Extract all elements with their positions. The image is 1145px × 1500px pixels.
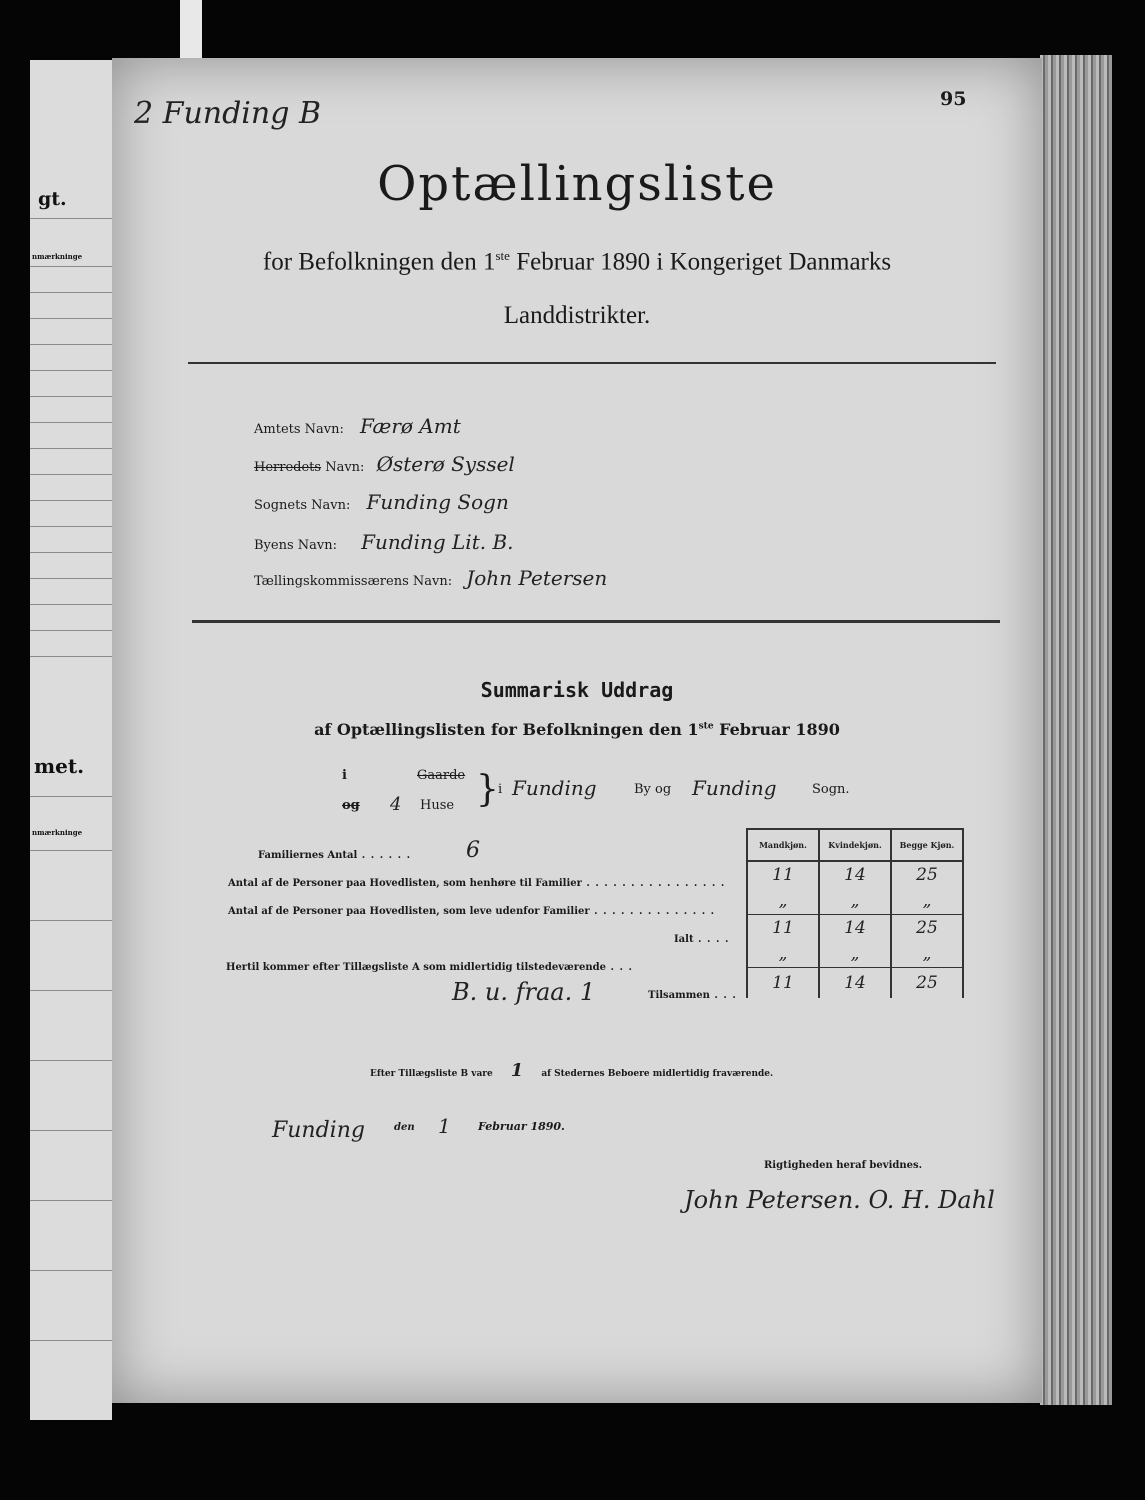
- huse-label: Huse: [420, 798, 455, 813]
- census-page: [112, 58, 1042, 1403]
- brace: }: [476, 769, 499, 810]
- field-sogn: Sognets Navn: Funding Sogn: [254, 490, 509, 514]
- i-by-label: i: [498, 782, 503, 797]
- huse-count: 4: [390, 794, 402, 815]
- sogn-label: Sogn.: [812, 782, 850, 797]
- page-edges: [1040, 55, 1112, 1405]
- day-value: 1: [438, 1114, 451, 1138]
- left-fragment-text-mid: met.: [34, 754, 85, 778]
- divider: [188, 362, 996, 364]
- row-label: Hertil kommer efter Tillægsliste A som midlertidig tilstedeværende . . .: [226, 962, 633, 973]
- paper-tab: [180, 0, 202, 62]
- subtitle-line-1: for Befolkningen den 1ste Februar 1890 i Kongeriget Danmarks: [262, 248, 892, 276]
- subtitle-line-2: Landdistrikter.: [503, 302, 651, 329]
- left-fragment-small-mid: nmærkninge: [32, 828, 83, 837]
- field-by: Byens Navn: Funding Lit. B.: [254, 530, 514, 554]
- col-begge: Begge Kjøn.: [891, 829, 963, 861]
- table-row: 11 14 25: [747, 915, 963, 942]
- summary-table: [746, 828, 964, 998]
- row-label: Antal af de Personer paa Hovedlisten, som leve udenfor Familier . . . . . . . . . . . . . .: [228, 906, 716, 917]
- by-value: Funding: [512, 776, 597, 800]
- field-herred: Herredets Navn: Østerø Syssel: [254, 452, 515, 476]
- page-title: Optællingsliste: [377, 156, 777, 212]
- sogn-value: Funding: [692, 776, 777, 800]
- signature: John Petersen. O. H. Dahl: [684, 1186, 995, 1214]
- certify-text: Rigtigheden heraf bevidnes.: [764, 1160, 923, 1171]
- left-page-fragment: [30, 60, 112, 1420]
- table-row: „ „ „: [747, 888, 963, 915]
- table-row: 11 14 25: [747, 861, 963, 888]
- gaarde-label: Gaarde: [417, 768, 466, 783]
- og-label: og: [342, 798, 360, 813]
- b-note: B. u. fraa. 1: [452, 978, 596, 1006]
- familier-label: Familiernes Antal . . . . . .: [258, 850, 412, 861]
- left-fragment-small: nmærkninge: [32, 252, 83, 261]
- left-fragment-text: gt.: [38, 188, 67, 210]
- row-label: Antal af de Personer paa Hovedlisten, som henhøre til Familier . . . . . . . . . . . . . . . .: [228, 878, 726, 889]
- row-label: Tilsammen . . .: [648, 990, 737, 1001]
- den-label: den: [394, 1122, 415, 1133]
- table-row: 11 14 25: [747, 968, 963, 999]
- col-mandkjon: Mandkjøn.: [747, 829, 819, 861]
- table-row: „ „ „: [747, 941, 963, 968]
- col-kvindekjon: Kvindekjøn.: [819, 829, 891, 861]
- table-header: [747, 829, 963, 861]
- by-label: By og: [634, 782, 672, 797]
- summary-title: Summarisk Uddrag: [480, 678, 674, 702]
- row-label: Ialt . . . .: [674, 934, 730, 945]
- divider-thick: [192, 620, 1000, 623]
- efter-line: Efter Tillægsliste B vare 1 af Stedernes Beboere midlertidig fraværende.: [370, 1060, 774, 1081]
- page-number: 95: [940, 88, 967, 110]
- field-kommissaer: Tællingskommissærens Navn: John Petersen: [254, 566, 608, 590]
- familier-value: 6: [466, 838, 480, 863]
- field-amt: Amtets Navn: Færø Amt: [254, 414, 461, 438]
- i-label: i: [342, 768, 347, 783]
- place-value: Funding: [272, 1118, 365, 1143]
- date-label: Februar 1890.: [478, 1120, 565, 1133]
- corner-note: 2 Funding B: [134, 96, 321, 131]
- summary-subtitle: af Optællingslisten for Befolkningen den 1ste Februar 1890: [314, 720, 840, 739]
